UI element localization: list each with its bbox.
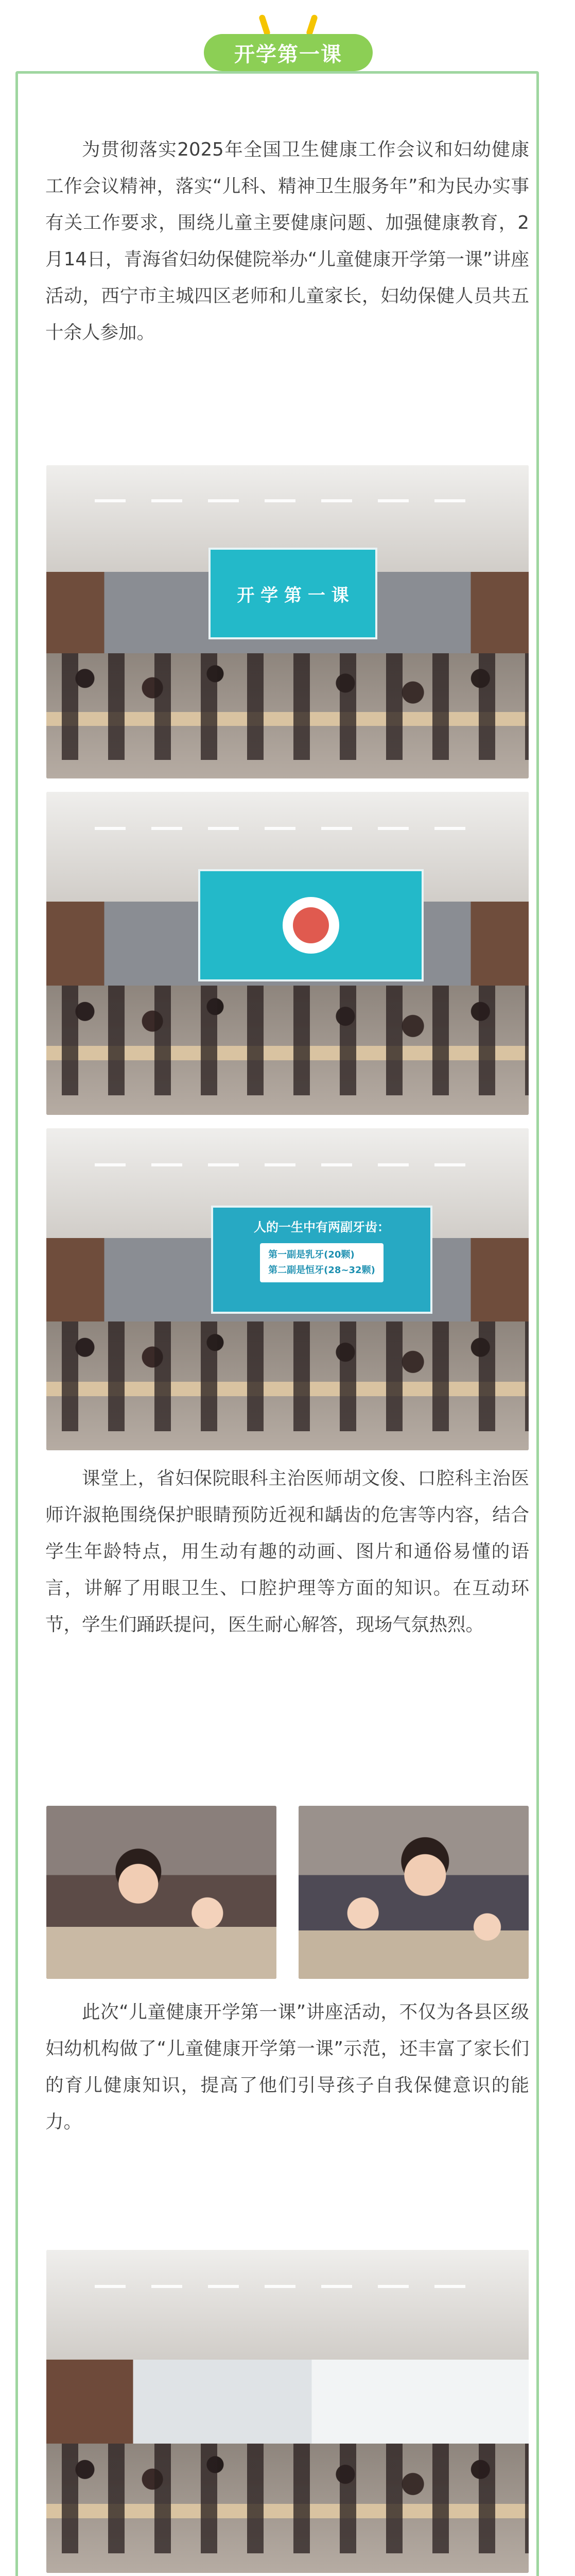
- screen-image: [283, 897, 339, 954]
- children-photo-2: [299, 1806, 529, 1979]
- intro-paragraph: 为贯彻落实2025年全国卫生健康工作会议和妇幼健康工作会议精神，落实“儿科、精神卫生服务年”和为民办实事有关工作要求，围绕儿童主要健康问题、加强健康教育，2月14日，青海省妇幼保健院举办“儿童健康开学第一课”讲座活动，西宁市主城四区老师和儿童家长，妇幼保健人员共五十余人参加。: [45, 139, 529, 343]
- lecture-paragraph: 课堂上，省妇保院眼科主治医师胡文俊、口腔科主治医师许淑艳围绕保护眼睛预防近视和龋齿的危害等内容，结合学生年龄特点，用生动有趣的动画、图片和通俗易懂的语言，讲解了用眼卫生、口腔护理等方面的知识。在互动环节，学生们踊跃提问，医生耐心解答，现场气氛热烈。: [45, 1468, 529, 1635]
- children-photo-1: [46, 1806, 276, 1979]
- event-photo-3: [46, 1128, 529, 1450]
- screen-line-2: 第二副是恒牙(28~32颗): [268, 1265, 375, 1276]
- presentation-screen: [211, 1206, 432, 1314]
- page-title: 开学第一课: [204, 34, 373, 71]
- decoration-stroke-left: [258, 14, 271, 37]
- event-photo-1: [46, 465, 529, 778]
- event-photo-4: [46, 2250, 529, 2573]
- decoration-stroke-right: [306, 14, 318, 37]
- presentation-screen: [208, 548, 377, 639]
- title-badge: [204, 14, 373, 75]
- screen-textbox: [260, 1243, 384, 1282]
- screen-line-1: 第一副是乳牙(20颗): [268, 1249, 355, 1260]
- presentation-screen: [198, 869, 424, 981]
- event-photo-2: [46, 792, 529, 1115]
- summary-paragraph: 此次“儿童健康开学第一课”讲座活动，不仅为各县区级妇幼机构做了“儿童健康开学第一课”示范，还丰富了家长们的育儿健康知识，提高了他们引导孩子自我保健意识的能力。: [45, 2002, 529, 2132]
- screen-title: 人的一生中有两副牙齿：: [254, 1220, 390, 1234]
- screen-title: 开 学 第 一 课: [237, 585, 349, 606]
